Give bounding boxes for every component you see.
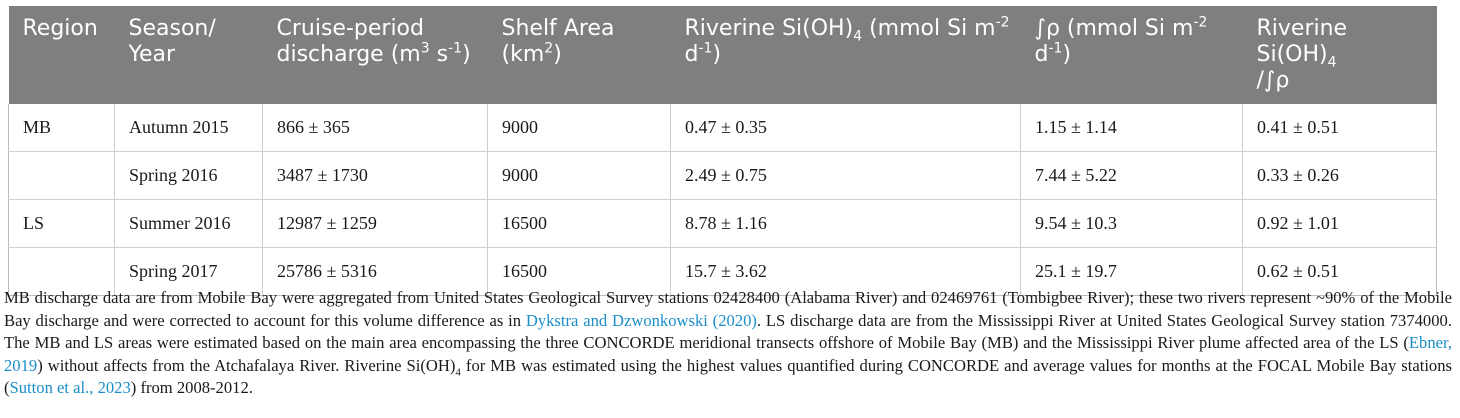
cell-discharge: 25786 ± 5316 [263, 248, 488, 296]
header-riverine: Riverine $Si(OH)_4$ (mmol Si $m^{-2}$ $d^{-1}$) [684, 14, 1010, 67]
cell-riverine: 0.47 ± 0.35 [671, 104, 1021, 152]
cell-ratio: 0.92 ± 1.01 [1243, 200, 1437, 248]
header-season: Season/ Year [128, 16, 216, 67]
cell-area: 9000 [488, 152, 671, 200]
cell-ratio: 0.62 ± 0.51 [1243, 248, 1437, 296]
table-row [9, 104, 1437, 152]
cell-discharge: 866 ± 365 [263, 104, 488, 152]
table-row [9, 200, 1437, 248]
table-footnote [4, 287, 1452, 400]
header-ratio: Riverine $Si(OH)_4$ /∫ρ [1256, 16, 1348, 93]
cell-season: Autumn 2015 [115, 104, 263, 152]
cell-discharge: 3487 ± 1730 [263, 152, 488, 200]
cell-region: LS [9, 200, 115, 248]
header-region: Region [22, 16, 98, 41]
cell-rho: 1.15 ± 1.14 [1021, 104, 1243, 152]
cell-riverine: 2.49 ± 0.75 [671, 152, 1021, 200]
cell-area: 16500 [488, 248, 671, 296]
cell-rho: 9.54 ± 10.3 [1021, 200, 1243, 248]
footnote-text: . LS discharge data are from the Mississippi River at United States Geological Survey station 7374000. The MB and LS areas were estimated based on the main area encompassing the three CONCORDE meridional transects offshore of Mobile Bay (MB) and the Mississippi River plume affected area of the LS ( [4, 310, 1452, 353]
header-discharge: Cruise-period discharge ($m^3$ $s^{-1}$) [276, 16, 471, 67]
cell-discharge: 12987 ± 1259 [263, 200, 488, 248]
cell-riverine: 15.7 ± 3.62 [671, 248, 1021, 296]
citation-link-ebner[interactable]: Ebner, 2019 [4, 333, 1452, 375]
cell-rho: 25.1 ± 19.7 [1021, 248, 1243, 296]
data-table [8, 6, 1437, 296]
cell-riverine: 8.78 ± 1.16 [671, 200, 1021, 248]
cell-region: MB [9, 104, 115, 152]
cell-rho: 7.44 ± 5.22 [1021, 152, 1243, 200]
header-row [9, 6, 1437, 104]
cell-area: 16500 [488, 200, 671, 248]
footnote-text: ) from 2008-2012. [130, 378, 253, 398]
table-row [9, 152, 1437, 200]
footnote-subscript: 4 [455, 366, 461, 379]
header-shelf-area: Shelf Area $(km^2)$ [501, 16, 615, 67]
citation-link-sutton[interactable]: Sutton et al., 2023 [9, 378, 131, 398]
cell-ratio: 0.41 ± 0.51 [1243, 104, 1437, 152]
footnote-text: ) without affects from the Atchafalaya River. Riverine Si(OH) [37, 355, 456, 375]
table-container [8, 6, 1452, 296]
cell-ratio: 0.33 ± 0.26 [1243, 152, 1437, 200]
cell-area: 9000 [488, 104, 671, 152]
header-rho: ∫ρ (mmol Si $m^{-2}$ $d^{-1}$) [1034, 14, 1208, 67]
cell-season: Summer 2016 [115, 200, 263, 248]
citation-link-dykstra[interactable]: Dykstra and Dzwonkowski (2020) [525, 310, 757, 330]
footnote-text: for MB was estimated using the highest values quantified during CONCORDE and average values for months at the FOCAL Mobile Bay stations ( [4, 355, 1452, 398]
cell-season: Spring 2016 [115, 152, 263, 200]
footnote-text: MB discharge data are from Mobile Bay were aggregated from United States Geological Survey stations 02428400 (Alabama River) and 02469761 (Tombigbee River); these two rivers represent ~90% of the Mobile Bay discharge and were corrected to account for this volume difference as in [4, 288, 1452, 330]
cell-region [9, 152, 115, 200]
cell-season: Spring 2017 [115, 248, 263, 296]
